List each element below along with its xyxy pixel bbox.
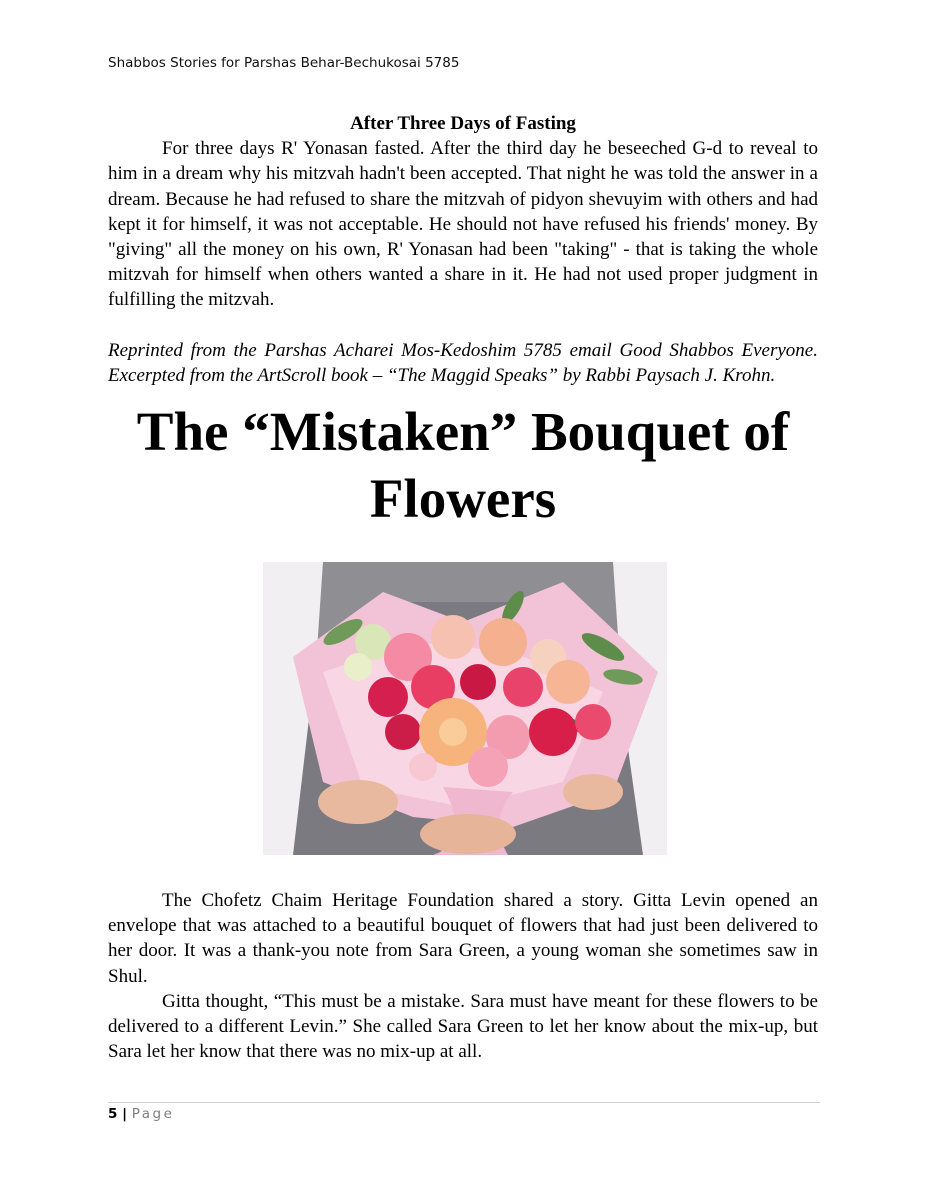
section-body: For three days R' Yonasan fasted. After the third day he beseeched G-d to reveal to him in a dream why his mitzvah hadn't been accepted. That night he was told the answer in a dream. Because he had refused to share the mitzvah of pidyon shevuyim with others and had kept it for himself, it was not acceptable. He should not have refused his friends' money. By "giving" all the money on his own, R' Yonasan had been "taking" - that is taking the whole mitzvah for himself when others wanted a share in it. He had not used proper judgment in fulfilling the mitzvah. (108, 138, 818, 311)
flower-bouquet-photo (263, 562, 667, 855)
running-header: Shabbos Stories for Parshas Behar-Bechukosai 5785 (108, 55, 460, 71)
page-label: Page (131, 1106, 175, 1122)
article-paragraph: The Chofetz Chaim Heritage Foundation shared a story. Gitta Levin opened an envelope that was attached to a beautiful bouquet of flowers that had just been delivered to her door. It was a thank-you note from Sara Green, a young woman she sometimes saw in Shul. (108, 890, 818, 987)
article-paragraph: Gitta thought, “This must be a mistake. Sara must have meant for these flowers to be delivered to a different Levin.” She called Sara Green to let her know about the mix-up, but Sara let her know that there was no mix-up at all. (108, 990, 818, 1063)
page-separator: | (117, 1106, 132, 1122)
section-title: After Three Days of Fasting (350, 113, 576, 134)
article-body (108, 888, 818, 1064)
page-content (108, 111, 818, 1064)
reprint-credit: Reprinted from the Parshas Acharei Mos-Kedoshim 5785 email Good Shabbos Everyone. Excerpted from the ArtScroll book – “The Maggid Speaks” by Rabbi Paysach J. Krohn. (108, 339, 818, 386)
photo-container (108, 562, 818, 855)
page-footer (108, 1106, 174, 1122)
article-title: The “Mistaken” Bouquet of Flowers (136, 401, 790, 530)
page-number: 5 (108, 1106, 118, 1122)
footer-divider (108, 1102, 820, 1103)
